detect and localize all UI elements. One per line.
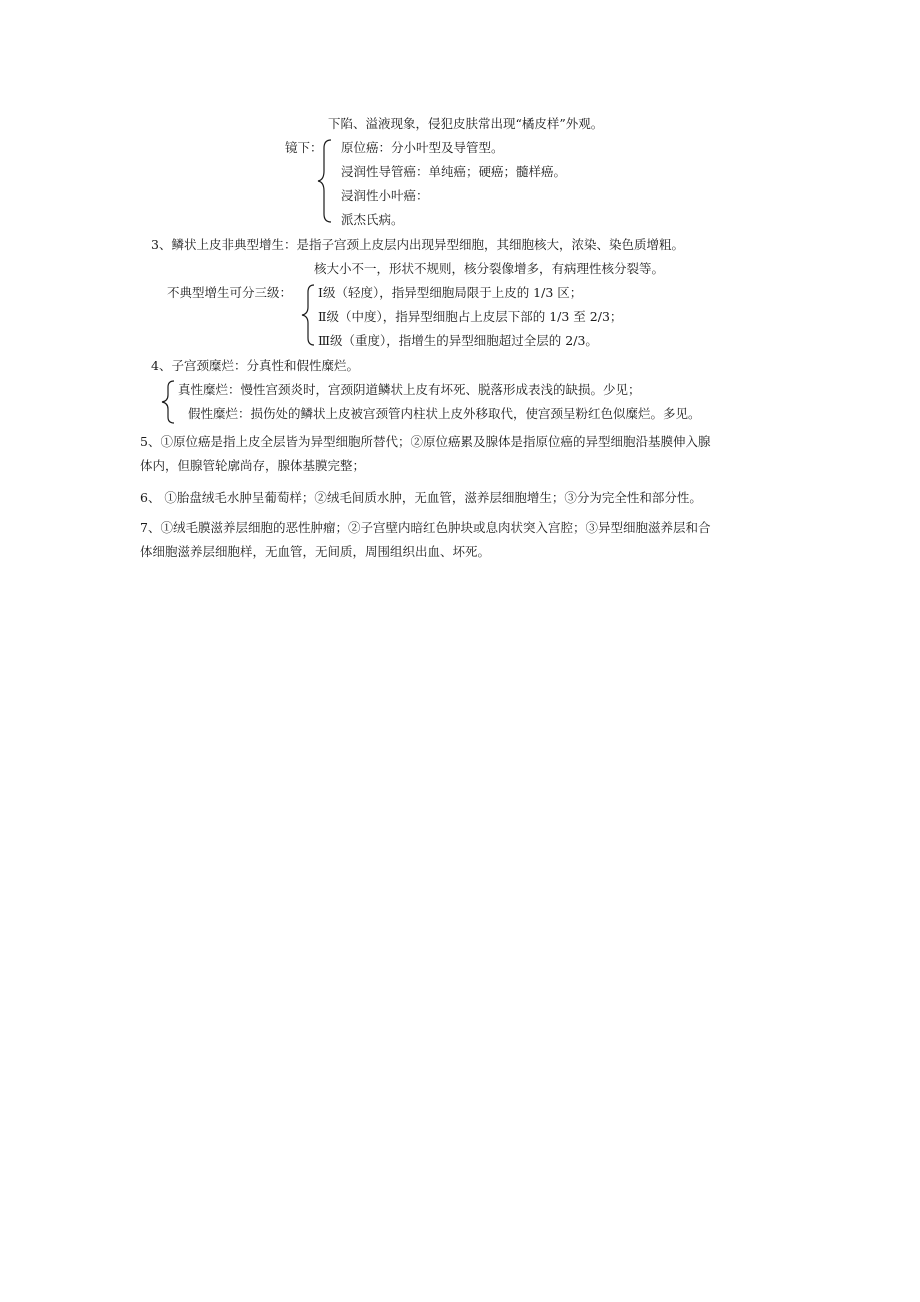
list-item: Ⅰ级（轻度），指异型细胞局限于上皮的 1/3 区； (318, 285, 583, 300)
paragraph-line: 体细胞滋养层细胞样，无血管，无间质，周围组织出血、坏死。 (140, 544, 491, 559)
list-item: 派杰氏病。 (341, 212, 404, 227)
text-line: 下陷、溢液现象，侵犯皮肤常出现“橘皮样”外观。 (328, 116, 604, 131)
list-item: 假性糜烂：损伤处的鳞状上皮被宫颈管内柱状上皮外移取代，使宫颈呈粉红色似糜烂。多见。 (188, 406, 701, 421)
grade-label: 不典型增生可分三级： (167, 285, 293, 300)
paragraph-line: 3、鳞状上皮非典型增生：是指子宫颈上皮层内出现异型细胞，其细胞核大，浓染、染色质增粗。 (151, 237, 684, 252)
paragraph-line: 7、①绒毛膜滋养层细胞的恶性肿瘤；②子宫壁内暗红色肿块或息肉状突入宫腔；③异型细胞滋养层和合 (140, 520, 711, 535)
paragraph-line: 5、①原位癌是指上皮全层皆为异型细胞所替代；②原位癌累及腺体是指原位癌的异型细胞沿基膜伸入腺 (140, 434, 711, 449)
curly-brace-icon (160, 379, 178, 425)
paragraph-line: 6、 ①胎盘绒毛水肿呈葡萄样；②绒毛间质水肿，无血管，滋养层细胞增生；③分为完全性和部分性。 (140, 490, 702, 505)
list-item: 原位癌：分小叶型及导管型。 (341, 140, 504, 155)
curly-brace-icon (316, 138, 336, 224)
curly-brace-icon (300, 283, 318, 347)
list-item: Ⅱ级（中度），指异型细胞占上皮层下部的 1/3 至 2/3； (318, 309, 623, 324)
microscopy-label: 镜下： (285, 140, 323, 155)
paragraph-line: 体内，但腺管轮廓尚存，腺体基膜完整； (140, 458, 366, 473)
list-item: 浸润性导管癌：单纯癌；硬癌；髓样癌。 (341, 164, 567, 179)
paragraph-line: 核大小不一，形状不规则，核分裂像增多，有病理性核分裂等。 (314, 261, 665, 276)
list-item: Ⅲ级（重度），指增生的异型细胞超过全层的 2/3。 (318, 333, 598, 348)
paragraph-line: 4、子宫颈糜烂：分真性和假性糜烂。 (151, 358, 359, 373)
list-item: 浸润性小叶癌： (341, 188, 429, 203)
list-item: 真性糜烂：慢性宫颈炎时，宫颈阴道鳞状上皮有坏死、脱落形成表浅的缺损。少见； (178, 382, 641, 397)
